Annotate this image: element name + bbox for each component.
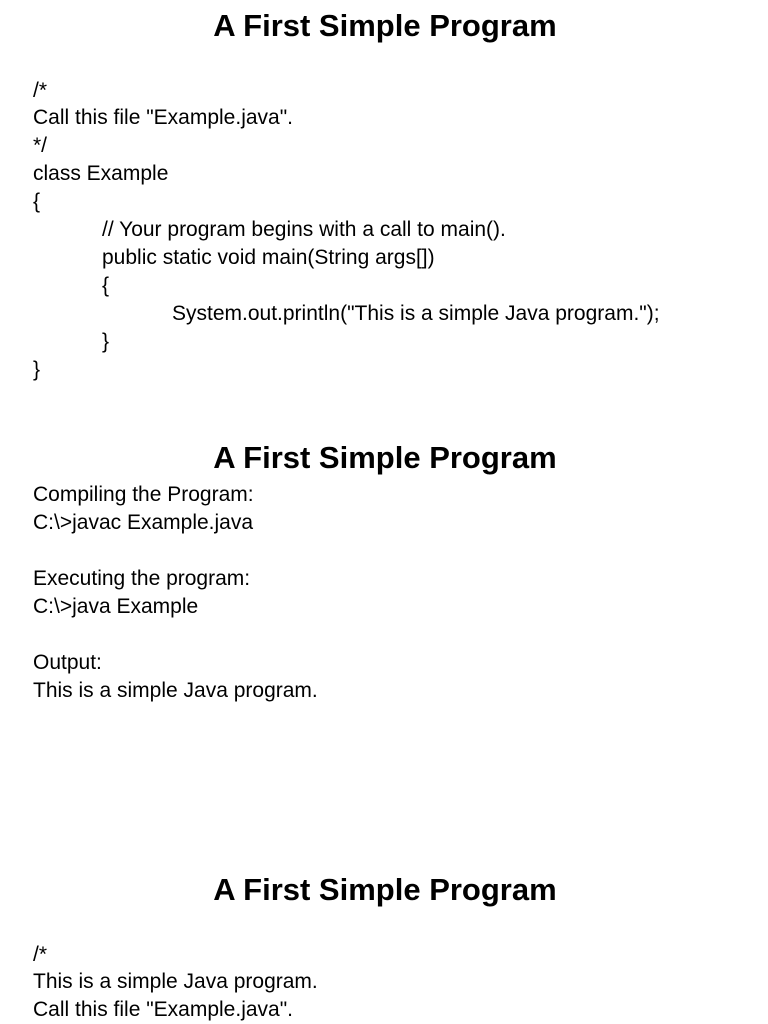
code-line: { [102, 274, 110, 297]
output-heading: Output: [33, 651, 102, 674]
execute-command: C:\>java Example [33, 595, 199, 618]
code-line: System.out.println("This is a simple Java program."); [172, 302, 660, 325]
compile-heading: Compiling the Program: [33, 483, 254, 506]
code-line: { [33, 190, 41, 213]
code-line: public static void main(String args[]) [102, 246, 435, 269]
code-line: class Example [33, 162, 169, 185]
code-line: This is a simple Java program. [33, 970, 318, 993]
compile-command: C:\>javac Example.java [33, 511, 254, 534]
execute-heading: Executing the program: [33, 567, 251, 590]
code-line: Call this file "Example.java". [33, 998, 294, 1021]
code-line: Call this file "Example.java". [33, 106, 294, 129]
slide-title: A First Simple Program [213, 440, 557, 475]
code-line: } [102, 330, 110, 353]
slide-title: A First Simple Program [213, 8, 557, 43]
code-line: /* [33, 943, 48, 966]
output-text: This is a simple Java program. [33, 679, 318, 702]
code-line: } [33, 358, 41, 381]
code-line: // Your program begins with a call to main(). [102, 218, 506, 241]
code-line: */ [33, 134, 48, 157]
code-line: /* [33, 79, 48, 102]
slide-title: A First Simple Program [213, 872, 557, 907]
